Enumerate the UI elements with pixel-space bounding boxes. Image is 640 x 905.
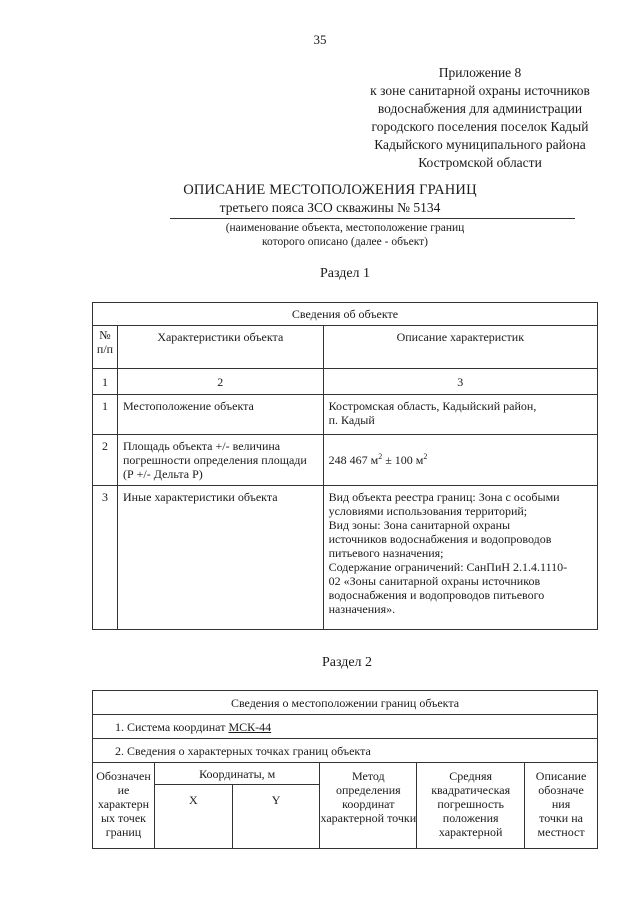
header-y: Y [232, 785, 320, 849]
row-description [323, 486, 597, 630]
subtitle-note [180, 221, 510, 249]
header-line: Средняя [449, 769, 493, 783]
area-unit-power: 2 [378, 452, 383, 461]
row-description [323, 395, 597, 435]
area-tolerance: ± 100 м [382, 453, 424, 467]
document-title: ОПИСАНИЕ МЕСТОПОЛОЖЕНИЯ ГРАНИЦ [183, 182, 477, 198]
area-number: 248 467 м [328, 453, 379, 467]
characteristic-points-row: 2. Сведения о характерных точках границ объекта [93, 739, 598, 763]
section-2-heading: Раздел 2 [321, 655, 373, 670]
page-number: 35 [313, 32, 327, 47]
header-line: погрешность [437, 797, 504, 811]
header-description: Описание характеристик [323, 326, 597, 369]
table-title: Сведения об объекте [93, 303, 598, 326]
table-row [93, 395, 598, 435]
appendix-line: Кадыйского муниципального района [374, 137, 586, 152]
description-line: Вид зоны: Зона санитарной охраны [328, 518, 511, 532]
header-line: Метод [351, 769, 385, 783]
header-point-designation [93, 763, 155, 849]
index-cell: 2 [117, 369, 323, 395]
index-cell: 1 [93, 369, 118, 395]
coordinate-system-label: 1. Система координат [115, 719, 229, 734]
tolerance-unit-power: 2 [423, 452, 428, 461]
header-line: характерной точки [320, 811, 417, 825]
header-line: характерной [438, 825, 503, 839]
header-location-description [525, 763, 598, 849]
document-subtitle: третьего пояса ЗСО скважины № 5134 [219, 200, 441, 215]
header-line: Описание [535, 769, 587, 783]
row-name: Иные характеристики объекта [117, 486, 323, 630]
description-line: питьевого назначения; [328, 546, 444, 560]
header-num: № п/п [93, 326, 118, 369]
name-line: Площадь объекта +/- величина [122, 439, 281, 453]
description-line: условиями использования территорий; [328, 504, 528, 518]
header-line: ния [551, 797, 571, 811]
header-line: ых точек [100, 811, 146, 825]
area-value [323, 435, 597, 486]
row-num: 2 [93, 435, 118, 486]
table-row [93, 486, 598, 630]
appendix-line: Приложение 8 [438, 65, 522, 80]
header-line: Обозначен [96, 769, 151, 783]
description-line: 02 «Зоны санитарной охраны источников [328, 574, 541, 588]
header-line: определения [335, 783, 401, 797]
description-line: Костромская область, Кадыйский район, [328, 399, 537, 413]
table-row [93, 435, 598, 486]
description-line: Вид объекта реестра границ: Зона с особыми [328, 490, 560, 504]
appendix-header [330, 64, 630, 172]
description-line: назначения». [328, 602, 396, 616]
header-line: границ [105, 825, 142, 839]
header-method [320, 763, 417, 849]
description-line: Содержание ограничений: СанПиН 2.1.4.1110- [328, 560, 568, 574]
index-cell: 3 [323, 369, 597, 395]
row-name: Местоположение объекта [117, 395, 323, 435]
header-x: X [154, 785, 232, 849]
row-num: 1 [93, 395, 118, 435]
boundary-location-table [92, 690, 598, 849]
name-line: погрешности определения площади [122, 453, 307, 467]
header-accuracy [417, 763, 525, 849]
header-coordinates: Координаты, м [154, 763, 319, 785]
header-line: точки на [539, 811, 583, 825]
description-line: водоснабжения и водопроводов питьевого [328, 588, 545, 602]
header-line: обозначе [538, 783, 584, 797]
appendix-line: водоснабжения для администрации [377, 101, 583, 116]
header-line: ие [117, 783, 130, 797]
subtitle-underline [170, 218, 575, 219]
name-line: (Р +/- Дельта Р) [122, 467, 203, 481]
coordinate-system-row [93, 715, 598, 739]
header-line: положения [442, 811, 499, 825]
header-characteristics: Характеристики объекта [117, 326, 323, 369]
section-1-heading: Раздел 1 [319, 266, 371, 281]
header-line: характерн [97, 797, 150, 811]
appendix-line: к зоне санитарной охраны источников [370, 83, 590, 98]
appendix-line: городского поселения поселок Кадый [371, 119, 589, 134]
header-line: местност [537, 825, 585, 839]
object-info-table [92, 302, 598, 630]
coordinate-system-value: МСК-44 [228, 719, 272, 734]
description-line: п. Кадый [328, 413, 375, 427]
table-title: Сведения о местоположении границ объекта [93, 691, 598, 715]
row-name [117, 435, 323, 486]
header-line: координат [342, 797, 395, 811]
subtitle-note-line: (наименование объекта, местоположение границ [225, 222, 465, 234]
description-line: источников водоснабжения и водопроводов [328, 532, 552, 546]
appendix-line: Костромской области [418, 155, 542, 170]
row-num: 3 [93, 486, 118, 630]
subtitle-note-line: которого описано (далее - объект) [261, 236, 429, 248]
header-line: квадратическая [431, 783, 511, 797]
